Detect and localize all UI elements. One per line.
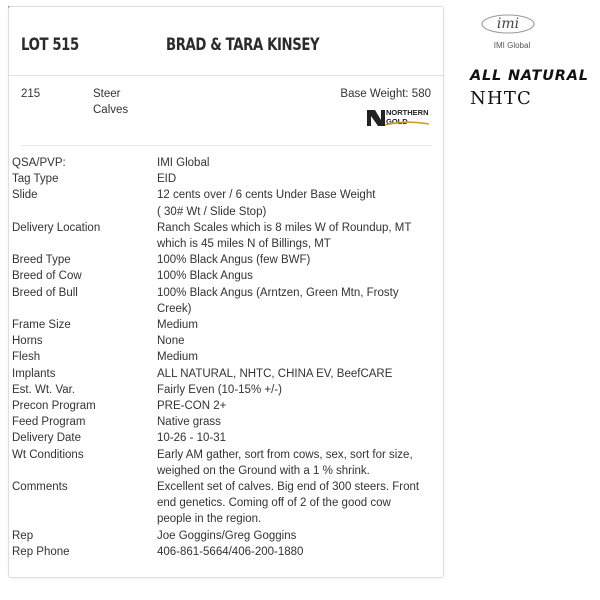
detail-row xyxy=(12,333,422,349)
imi-logo-caption: IMI Global xyxy=(493,41,531,50)
detail-row xyxy=(12,317,422,333)
detail-label: Breed Type xyxy=(12,254,71,267)
detail-label: Slide xyxy=(12,189,38,202)
detail-value: ALL NATURAL, NHTC, CHINA EV, BeefCARE xyxy=(157,367,393,380)
owner-name: BRAD & TARA KINSEY xyxy=(166,35,320,55)
detail-row xyxy=(12,414,422,430)
detail-row xyxy=(12,268,422,284)
detail-value: 100% Black Angus xyxy=(157,270,253,283)
detail-label: QSA/PVP: xyxy=(12,157,66,169)
detail-label: Horns xyxy=(12,335,43,348)
detail-row xyxy=(12,366,422,382)
detail-row xyxy=(12,479,422,528)
section-divider xyxy=(21,145,431,146)
head-count: 215 xyxy=(21,88,41,100)
detail-row xyxy=(12,447,422,479)
imi-logo-mark: imi xyxy=(496,16,520,32)
detail-row xyxy=(12,155,422,171)
detail-row xyxy=(12,187,422,219)
detail-label: Comments xyxy=(12,481,68,494)
detail-row xyxy=(12,285,422,317)
detail-value: Excellent set of calves. Big end of 300 steers. Front end genetics. Coming off of 2 of the good cow people in the region. xyxy=(157,481,420,526)
detail-label: Rep Phone xyxy=(12,545,70,558)
detail-value: Early AM gather, sort from cows, sex, sort for size, weighed on the Ground with a 1 % shrink. xyxy=(157,448,413,477)
detail-value: PRE-CON 2+ xyxy=(157,400,227,413)
detail-row xyxy=(12,220,422,252)
detail-label: Precon Program xyxy=(12,400,96,413)
detail-label: Implants xyxy=(12,367,56,380)
detail-row xyxy=(12,349,422,365)
detail-value: Fairly Even (10-15% +/-) xyxy=(157,383,282,396)
detail-row xyxy=(12,252,422,268)
detail-value: Medium xyxy=(157,351,198,364)
detail-row xyxy=(12,171,422,187)
detail-value: 100% Black Angus (Arntzen, Green Mtn, Frosty Creek) xyxy=(157,286,399,315)
base-weight: Base Weight: 580 xyxy=(340,88,431,100)
detail-row xyxy=(12,528,422,544)
detail-label: Rep xyxy=(12,529,34,542)
cattle-sex: Steer xyxy=(93,88,121,100)
nhtc-badge: NHTC xyxy=(470,88,533,109)
detail-label: Wt Conditions xyxy=(12,448,84,461)
lot-summary xyxy=(9,76,443,146)
northern-gold-logo-line1: NORTHERN xyxy=(386,108,429,117)
detail-value: 406-861-5664/406-200-1880 xyxy=(157,545,304,558)
detail-label: Delivery Date xyxy=(12,432,82,445)
detail-row xyxy=(12,544,422,560)
lot-details xyxy=(12,155,422,560)
detail-value: Ranch Scales which is 8 miles W of Roundup, MT which is 45 miles N of Billings, MT xyxy=(157,221,412,251)
all-natural-badge: ALL NATURAL xyxy=(470,68,589,84)
lot-number: LOT 515 xyxy=(21,35,79,55)
detail-label: Frame Size xyxy=(12,319,71,332)
detail-label: Tag Type xyxy=(12,173,59,186)
detail-value: 12 cents over / 6 cents Under Base Weight ( 30# Wt / Slide Stop) xyxy=(157,189,376,218)
detail-value: EID xyxy=(157,173,177,186)
detail-label: Est. Wt. Var. xyxy=(12,383,76,396)
detail-value: IMI Global xyxy=(157,157,210,169)
detail-row xyxy=(12,430,422,446)
detail-value: Native grass xyxy=(157,416,221,429)
detail-row xyxy=(12,398,422,414)
detail-value: 100% Black Angus (few BWF) xyxy=(157,254,311,267)
detail-label: Breed of Bull xyxy=(12,286,78,299)
detail-label: Delivery Location xyxy=(12,221,101,234)
northern-gold-logo-line2: GOLD xyxy=(386,117,408,126)
detail-value: Medium xyxy=(157,319,198,332)
detail-label: Breed of Cow xyxy=(12,270,82,283)
imi-global-logo xyxy=(468,8,556,54)
detail-row xyxy=(12,382,422,398)
cattle-type: Calves xyxy=(93,104,129,116)
detail-value: 10-26 - 10-31 xyxy=(157,432,227,445)
detail-value: None xyxy=(157,335,185,348)
detail-value: Joe Goggins/Greg Goggins xyxy=(157,529,297,542)
northern-gold-logo xyxy=(365,106,431,128)
card-header xyxy=(9,7,443,76)
detail-label: Feed Program xyxy=(12,416,86,429)
detail-label: Flesh xyxy=(12,351,41,364)
